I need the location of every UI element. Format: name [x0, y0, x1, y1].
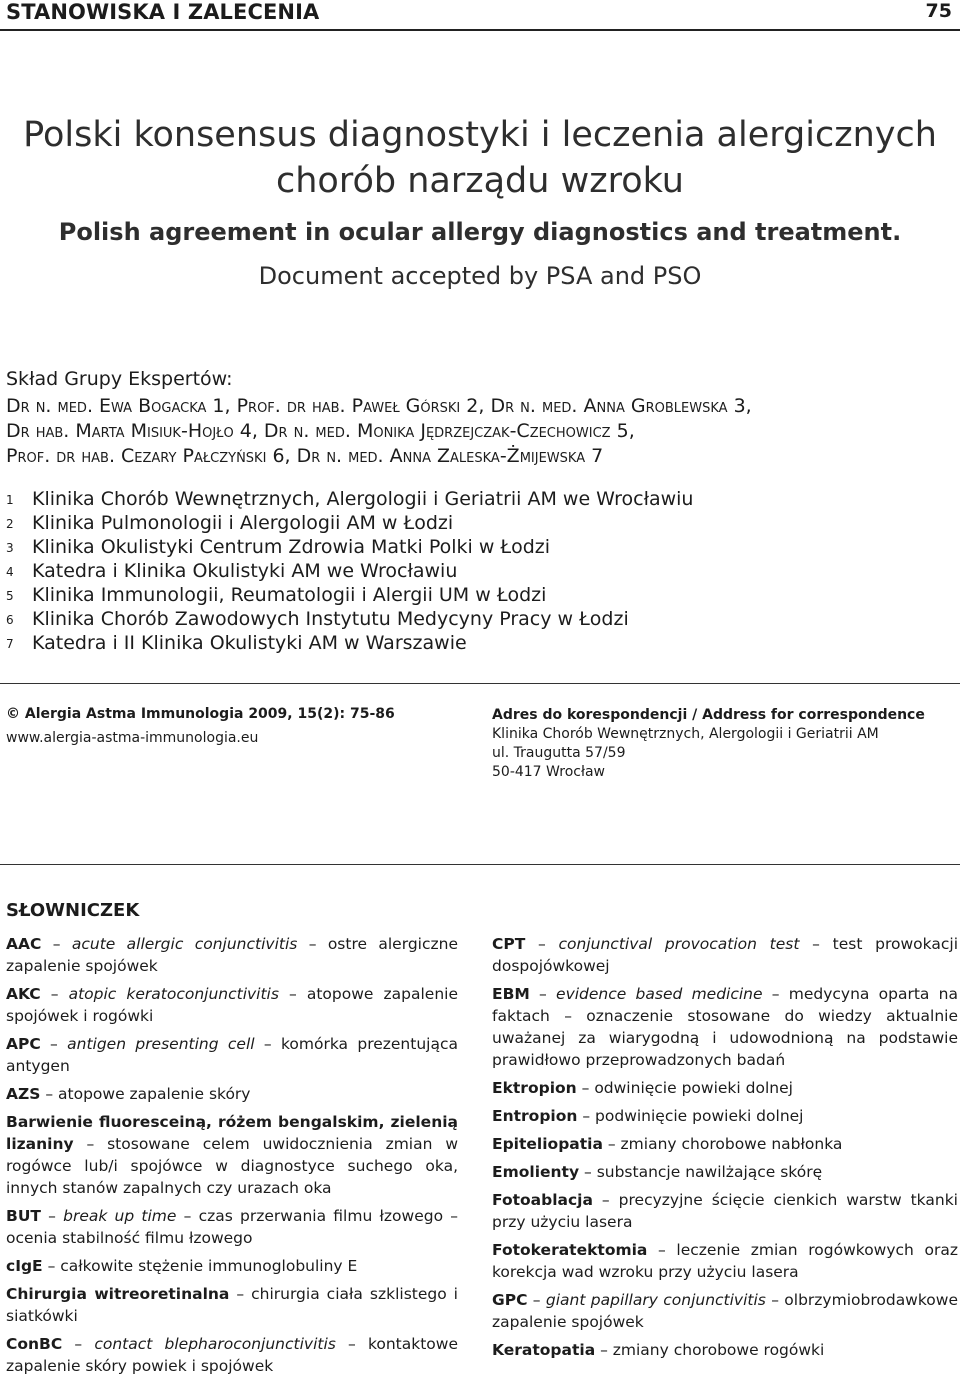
glossary-definition: zmiany chorobowe rogówki — [612, 1341, 825, 1359]
glossary-definition: precyzyjne ścięcie cienkich warstw tkanki przy użyciu lasera — [492, 1191, 958, 1231]
header-divider — [0, 29, 960, 31]
glossary-definition: odwinięcie powieki dolnej — [594, 1079, 793, 1097]
affiliation-item — [6, 608, 693, 632]
correspondence-line: ul. Traugutta 57/59 — [492, 745, 626, 761]
glossary-entry: AAC – acute allergic conjunctivitis – ostre alergiczne zapalenie spojówek — [6, 935, 458, 975]
glossary-term: Entropion — [492, 1107, 578, 1125]
article-title-line2: chorób narządu wzroku — [276, 161, 684, 201]
glossary-definition: test prowokacji dospojówkowej — [492, 935, 958, 975]
glossary-term: AAC — [6, 935, 42, 953]
glossary-term: Fotoablacja — [492, 1191, 593, 1209]
affiliation-number: 7 — [6, 637, 14, 651]
glossary-definition: całkowite stężenie immunoglobuliny E — [60, 1257, 358, 1275]
affiliation-item — [6, 536, 693, 560]
affiliation-number: 1 — [6, 493, 14, 507]
english-title-line1: Polish agreement in ocular allergy diagnostics and treatment. — [58, 218, 902, 246]
glossary-definition: substancje nawilżające skórę — [596, 1163, 823, 1181]
glossary-term: CPT — [492, 935, 526, 953]
glossary-entry: Keratopatia – zmiany chorobowe rogówki — [492, 1341, 825, 1359]
glossary-entry: Entropion – podwinięcie powieki dolnej — [492, 1107, 804, 1125]
page-number: 75 — [925, 0, 952, 22]
glossary-entry: Emolienty – substancje nawilżające skórę — [492, 1163, 823, 1181]
glossary-term: Barwienie fluoresceiną, różem bengalskim, zielenią lizaniny — [6, 1113, 458, 1153]
glossary-left-column — [6, 933, 458, 1383]
glossary-term: Epiteliopatia — [492, 1135, 603, 1153]
glossary-english: giant papillary conjunctivitis — [545, 1291, 766, 1309]
glossary-term: Emolienty — [492, 1163, 580, 1181]
glossary-right-column — [492, 933, 958, 1367]
glossary-term: EBM — [492, 985, 530, 1003]
glossary-english: evidence based medicine — [556, 985, 763, 1003]
correspondence-line: 50-417 Wrocław — [492, 764, 605, 780]
author-line-3: Prof. dr hab. Cezary Pałczyński 6, Dr n. med. Anna Zaleska-Żmijewska 7 — [6, 445, 604, 467]
glossary-definition: stosowane celem uwidocznienia zmian w rogówce lub/i spojówce w diagnostyce suchego oka, innych stanów zapalnych czy urazach oka — [6, 1135, 458, 1197]
glossary-entry: Fotokeratektomia – leczenie zmian rogówkowych oraz korekcja wad wzroku przy użyciu lasera — [492, 1241, 958, 1281]
affiliation-text: Klinika Okulistyki Centrum Zdrowia Matki Polki w Łodzi — [32, 536, 551, 558]
glossary-entry: ConBC – contact blepharoconjunctivitis – kontaktowe zapalenie skóry powiek i spojówek — [6, 1335, 458, 1375]
glossary-entry: Fotoablacja – precyzyjne ścięcie cienkich warstw tkanki przy użyciu lasera — [492, 1191, 958, 1231]
affiliation-text: Klinika Pulmonologii i Alergologii AM w Łodzi — [32, 512, 454, 534]
glossary-entry: GPC – giant papillary conjunctivitis – olbrzymiobrodawkowe zapalenie spojówek — [492, 1291, 958, 1331]
glossary-title: SŁOWNICZEK — [6, 900, 140, 921]
glossary-definition: komórka prezentująca antygen — [6, 1035, 458, 1075]
glossary-definition: czas przerwania filmu łzowego – ocenia stabilność filmu łzowego — [6, 1207, 458, 1247]
glossary-term: GPC — [492, 1291, 528, 1309]
author-line-1: Dr n. med. Ewa Bogacka 1, Prof. dr hab. Paweł Górski 2, Dr n. med. Anna Groblewska 3, — [6, 395, 752, 417]
affiliation-text: Klinika Chorób Zawodowych Instytutu Medycyny Pracy w Łodzi — [32, 608, 629, 630]
glossary-entry: EBM – evidence based medicine – medycyna oparta na faktach – oznaczenie stosowane do wiedzy aktualnie uważanej za wiarygodną i udowodnioną na podstawie prawidłowo przeprowadzonych badań — [492, 985, 958, 1069]
glossary-entry: Chirurgia witreoretinalna – chirurgia ciała szklistego i siatkówki — [6, 1285, 458, 1325]
glossary-definition: atopowe zapalenie spojówek i rogówki — [6, 985, 458, 1025]
glossary-definition: chirurgia ciała szklistego i siatkówki — [6, 1285, 458, 1325]
author-line-2: Dr hab. Marta Misiuk-Hojło 4, Dr n. med. Monika Jędrzejczak-Czechowicz 5, — [6, 420, 635, 442]
affiliation-list — [6, 488, 693, 656]
glossary-english: antigen presenting cell — [67, 1035, 255, 1053]
glossary-english: contact blepharoconjunctivitis — [94, 1335, 336, 1353]
correspondence-line: Klinika Chorób Wewnętrznych, Alergologii i Geriatrii AM — [492, 726, 879, 742]
glossary-term: ConBC — [6, 1335, 63, 1353]
glossary-entry: BUT – break up time – czas przerwania filmu łzowego – ocenia stabilność filmu łzowego — [6, 1207, 458, 1247]
glossary-definition: kontaktowe zapalenie skóry powiek i spojówek — [6, 1335, 458, 1375]
affiliation-item — [6, 560, 693, 584]
journal-url[interactable]: www.alergia-astma-immunologia.eu — [6, 730, 259, 746]
glossary-entry: Ektropion – odwinięcie powieki dolnej — [492, 1079, 793, 1097]
glossary-definition: zmiany chorobowe nabłonka — [620, 1135, 843, 1153]
affiliation-text: Klinika Chorób Wewnętrznych, Alergologii i Geriatrii AM we Wrocławiu — [32, 488, 694, 510]
glossary-definition: leczenie zmian rogówkowych oraz korekcja wad wzroku przy użyciu lasera — [492, 1241, 958, 1281]
glossary-entry: Barwienie fluoresceiną, różem bengalskim, zielenią lizaniny – stosowane celem uwidocznienia zmian w rogówce lub/i spojówce w diagnostyce suchego oka, innych stanów zapalnych czy urazach oka — [6, 1113, 458, 1197]
expert-group-label: Skład Grupy Ekspertów: — [6, 368, 233, 390]
glossary-english: acute allergic conjunctivitis — [71, 935, 298, 953]
english-title-line2: Document accepted by PSA and PSO — [258, 262, 702, 290]
glossary-entry: APC – antigen presenting cell – komórka prezentująca antygen — [6, 1035, 458, 1075]
affiliation-number: 2 — [6, 517, 14, 531]
glossary-term: Ektropion — [492, 1079, 577, 1097]
affiliation-number: 5 — [6, 589, 14, 603]
glossary-term: APC — [6, 1035, 41, 1053]
glossary-definition: medycyna oparta na faktach – oznaczenie stosowane do wiedzy aktualnie uważanej za wiarygodną i udowodnioną na podstawie prawidłowo przeprowadzonych badań — [492, 985, 958, 1069]
correspondence-block — [492, 706, 925, 782]
glossary-term: cIgE — [6, 1257, 43, 1275]
glossary-definition: podwinięcie powieki dolnej — [595, 1107, 804, 1125]
affiliation-number: 6 — [6, 613, 14, 627]
glossary-term: Fotokeratektomia — [492, 1241, 648, 1259]
affiliation-item — [6, 584, 693, 608]
journal-citation: © Alergia Astma Immunologia 2009, 15(2): 75-86 — [6, 706, 395, 722]
glossary-entry: CPT – conjunctival provocation test – test prowokacji dospojówkowej — [492, 935, 958, 975]
glossary-english: atopic keratoconjunctivitis — [68, 985, 279, 1003]
author-list — [6, 394, 956, 469]
correspondence-heading: Adres do korespondencji / Address for correspondence — [492, 707, 925, 723]
affiliation-text: Katedra i II Klinika Okulistyki AM w Warszawie — [32, 632, 467, 654]
glossary-term: AZS — [6, 1085, 41, 1103]
section-divider — [0, 683, 960, 684]
affiliation-number: 3 — [6, 541, 14, 555]
glossary-entry: AKC – atopic keratoconjunctivitis – atopowe zapalenie spojówek i rogówki — [6, 985, 458, 1025]
glossary-entry: Epiteliopatia – zmiany chorobowe nabłonka — [492, 1135, 843, 1153]
glossary-definition: olbrzymiobrodawkowe zapalenie spojówek — [492, 1291, 958, 1331]
glossary-entry: cIgE – całkowite stężenie immunoglobuliny E — [6, 1257, 358, 1275]
glossary-term: Keratopatia — [492, 1341, 596, 1359]
glossary-entry: AZS – atopowe zapalenie skóry — [6, 1085, 251, 1103]
affiliation-text: Klinika Immunologii, Reumatologii i Alergii UM w Łodzi — [32, 584, 547, 606]
glossary-definition: atopowe zapalenie skóry — [58, 1085, 251, 1103]
glossary-definition: ostre alergiczne zapalenie spojówek — [6, 935, 458, 975]
glossary-english: break up time — [63, 1207, 177, 1225]
glossary-term: AKC — [6, 985, 41, 1003]
glossary-term: Chirurgia witreoretinalna — [6, 1285, 230, 1303]
affiliation-item — [6, 488, 693, 512]
affiliation-text: Katedra i Klinika Okulistyki AM we Wrocławiu — [32, 560, 458, 582]
section-header: STANOWISKA I ZALECENIA — [6, 0, 320, 24]
affiliation-item — [6, 632, 693, 656]
affiliation-item — [6, 512, 693, 536]
article-title-line1: Polski konsensus diagnostyki i leczenia alergicznych — [23, 115, 937, 155]
affiliation-number: 4 — [6, 565, 14, 579]
glossary-english: conjunctival provocation test — [558, 935, 800, 953]
glossary-term: BUT — [6, 1207, 41, 1225]
